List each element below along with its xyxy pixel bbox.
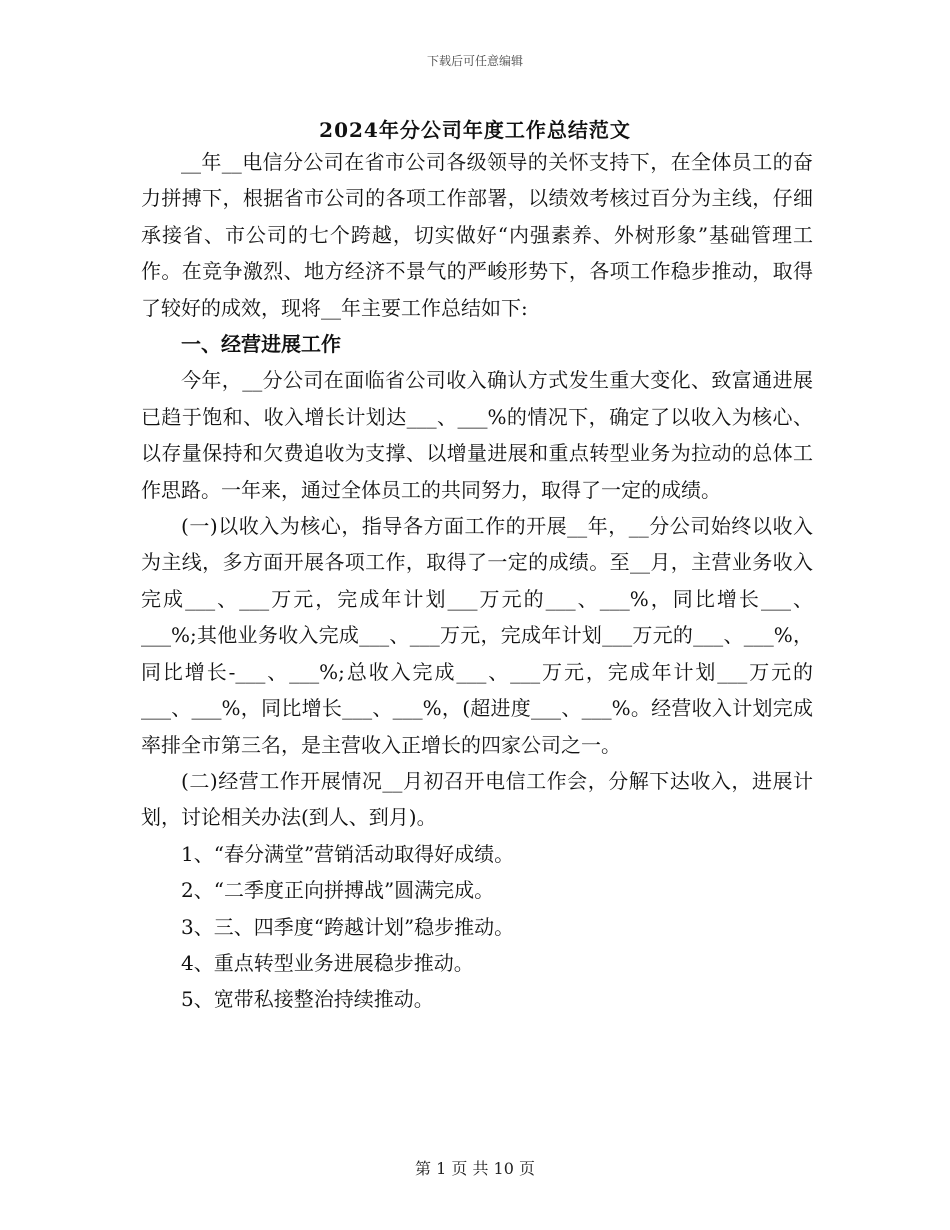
- list-item: 4、重点转型业务进展稳步推动。: [181, 950, 474, 975]
- page-number: 第 1 页 共 10 页: [415, 1159, 535, 1178]
- document-body: [141, 144, 813, 1018]
- section-paragraph: (一)以收入为核心，指导各方面工作的开展__年，__分公司始终以收入为主线，多方面开展各项工作，取得了一定的成绩。至__月，主营业务收入完成___、___万元，完成年计划___万元的___、___%，同比增长___、___%;其他业务收入完成___、___万元，完成年计划___万元的___、___%，同比增长-___、___%;总收入完成___、___万元，完成年计划___万元的___、___%，同比增长___、___%，(超进度___、___%。经营收入计划完成率排全市第三名，是主营收入正增长的四家公司之一。: [141, 514, 813, 757]
- intro-paragraph: __年__电信分公司在省市公司各级领导的关怀支持下，在全体员工的奋力拼搏下，根据省市公司的各项工作部署，以绩效考核过百分为主线，仔细承接省、市公司的七个跨越，切实做好“内强素养、外树形象”基础管理工作。在竞争激烈、地方经济不景气的严峻形势下，各项工作稳步推动，取得了较好的成效，现将__年主要工作总结如下:: [141, 150, 813, 320]
- list-item: 2、“二季度正向拼搏战”圆满完成。: [181, 878, 495, 903]
- list-item: 5、宽带私接整治持续推动。: [181, 987, 434, 1012]
- list-item: 3、三、四季度“跨越计划”稳步推动。: [181, 914, 515, 939]
- section-paragraph: 今年，__分公司在面临省公司收入确认方式发生重大变化、致富通进展已趋于饱和、收入增长计划达___、___%的情况下，确定了以收入为核心、以存量保持和欠费追收为支撑、以增量进展和重点转型业务为拉动的总体工作思路。一年来，通过全体员工的共同努力，取得了一定的成绩。: [141, 368, 813, 502]
- section-paragraph: (二)经营工作开展情况__月初召开电信工作会，分解下达收入，进展计划，讨论相关办法(到人、到月)。: [141, 768, 813, 830]
- header-note: 下载后可任意编辑: [426, 54, 523, 68]
- list-item: 1、“春分满堂”营销活动取得好成绩。: [181, 841, 515, 866]
- document-title: 2024年分公司年度工作总结范文: [319, 118, 631, 142]
- section-heading: 一、经营进展工作: [181, 332, 341, 357]
